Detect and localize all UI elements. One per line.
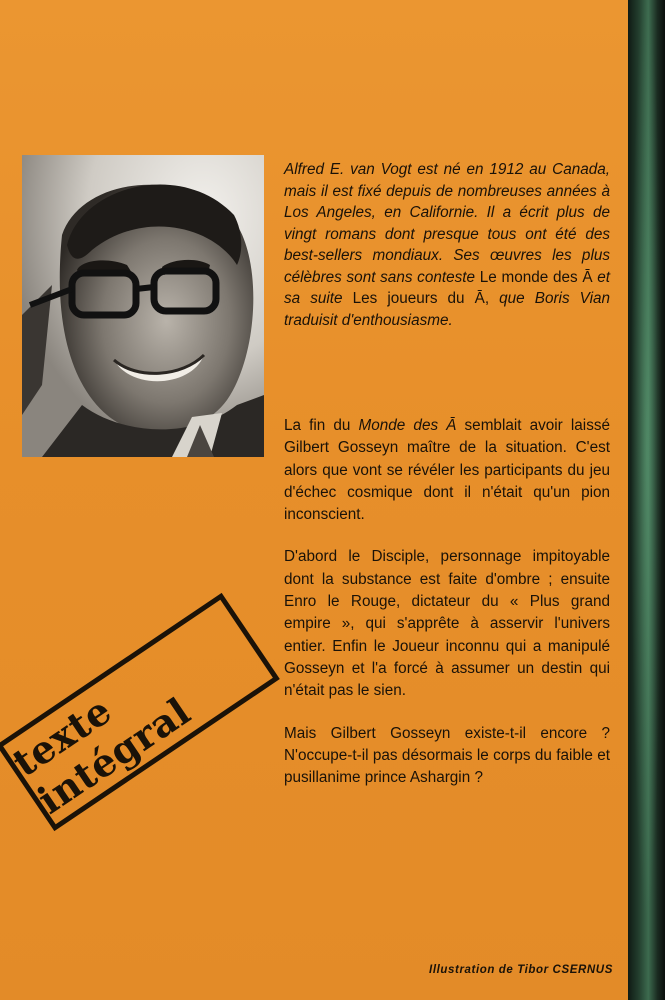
summary-paragraph-1 [284, 415, 610, 526]
bio-text: Alfred E. van Vogt est né en 1912 au Canada, mais il est fixé depuis de nombreuses années à Los Angeles, en Californie. Il a écrit plus de vingt romans dont presque tous ont été des best-sellers mondiaux. Ses œuvres les plus célèbres sont sans conteste [284, 161, 610, 286]
bio-title-monde: Le monde des Ā [479, 268, 593, 286]
author-biography [284, 159, 610, 331]
book-spine [628, 0, 665, 1000]
summary-paragraph-3: Mais Gilbert Gosseyn existe-t-il encore ? N'occupe-t-il pas désormais le corps du faible et pusillanime prince Ashargin ? [284, 724, 610, 787]
bio-title-joueurs: Les joueurs du Ā, [352, 290, 490, 307]
stamp-label: texte intégral [4, 687, 199, 823]
bio-text-mid: et sa suite [284, 268, 611, 307]
summary-p1-end: semblait avoir laissé Gilbert Gosseyn maître de la situation. C'est alors que vont se révéler les participants du jeu d'échec cosmique dont il n'était qu'un pion inconscient. [284, 417, 610, 524]
summary-paragraph-2: D'abord le Disciple, personnage impitoyable dont la substance est faite d'ombre ; ensuite Enro le Rouge, dictateur du « Plus grand empire », qui s'apprête à asservir l'univers entier. Enfin le Joueur inconnu qui a manipulé Gosseyn et l'a forcé à assumer un destin qui n'était pas le sien. [284, 548, 610, 700]
illustration-credit: Illustration de Tibor CSERNUS [429, 964, 613, 976]
book-summary [284, 415, 610, 809]
summary-p1-title: Monde des Ā [358, 417, 457, 434]
bio-text-end: que Boris Vian traduisit d'enthousiasme. [284, 290, 610, 329]
summary-p1-start: La fin du [284, 417, 359, 434]
author-photo [22, 155, 264, 457]
